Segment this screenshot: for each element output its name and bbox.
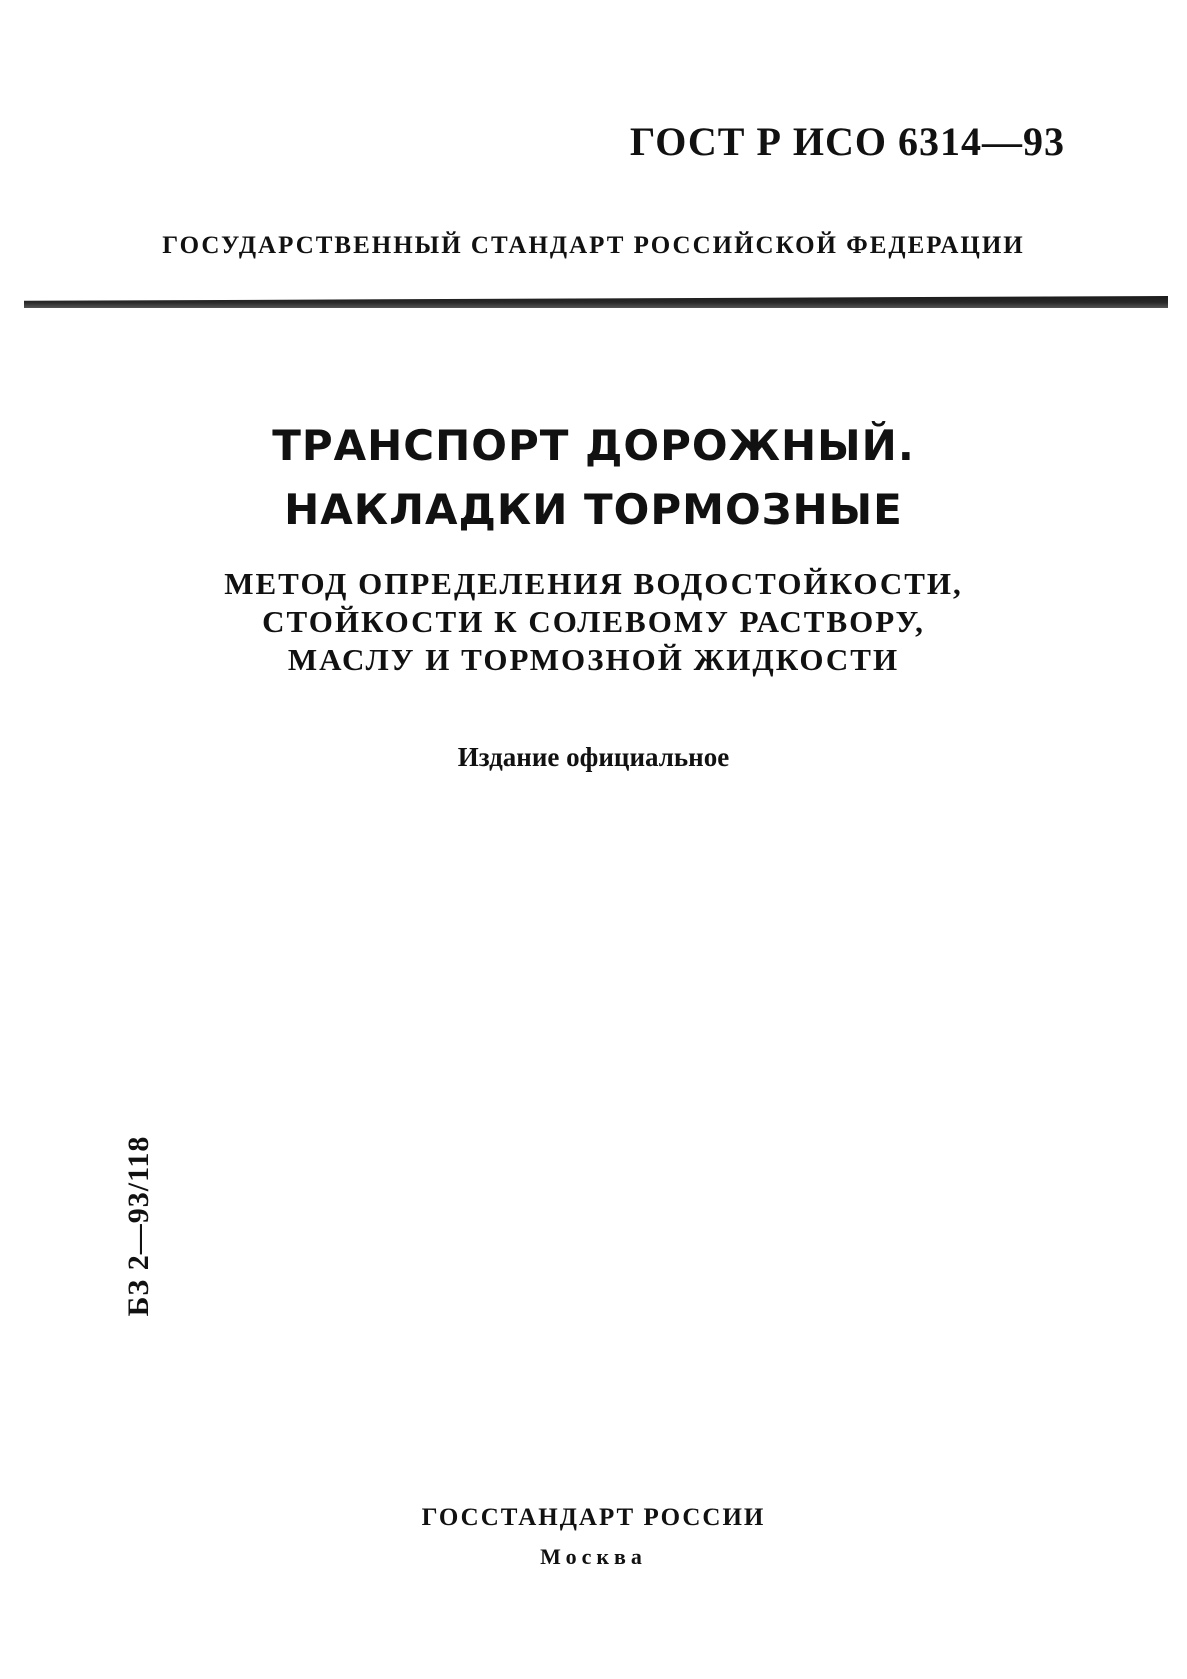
publisher-city: Москва — [540, 1544, 647, 1569]
document-number: ГОСТ Р ИСО 6314—93 — [629, 119, 1065, 164]
side-catalog-code: БЗ 2—93/118 — [122, 1135, 155, 1317]
subtitle-line-1: МЕТОД ОПРЕДЕЛЕНИЯ ВОДОСТОЙКОСТИ, — [224, 566, 963, 601]
title-line-1: ТРАНСПОРТ ДОРОЖНЫЙ. — [272, 421, 915, 470]
title-block — [0, 414, 1187, 542]
standard-type-heading: ГОСУДАРСТВЕННЫЙ СТАНДАРТ РОССИЙСКОЙ ФЕДЕРАЦИИ — [162, 232, 1025, 259]
subtitle-line-3: МАСЛУ И ТОРМОЗНОЙ ЖИДКОСТИ — [287, 642, 900, 677]
title-line-2: НАКЛАДКИ ТОРМОЗНЫЕ — [284, 485, 903, 534]
edition-label: Издание официальное — [457, 742, 730, 772]
publisher-name: ГОССТАНДАРТ РОССИИ — [421, 1504, 766, 1531]
subtitle-block — [0, 565, 1187, 679]
subtitle-line-2: СТОЙКОСТИ К СОЛЕВОМУ РАСТВОРУ, — [262, 604, 925, 639]
header-divider-rule — [24, 296, 1168, 308]
